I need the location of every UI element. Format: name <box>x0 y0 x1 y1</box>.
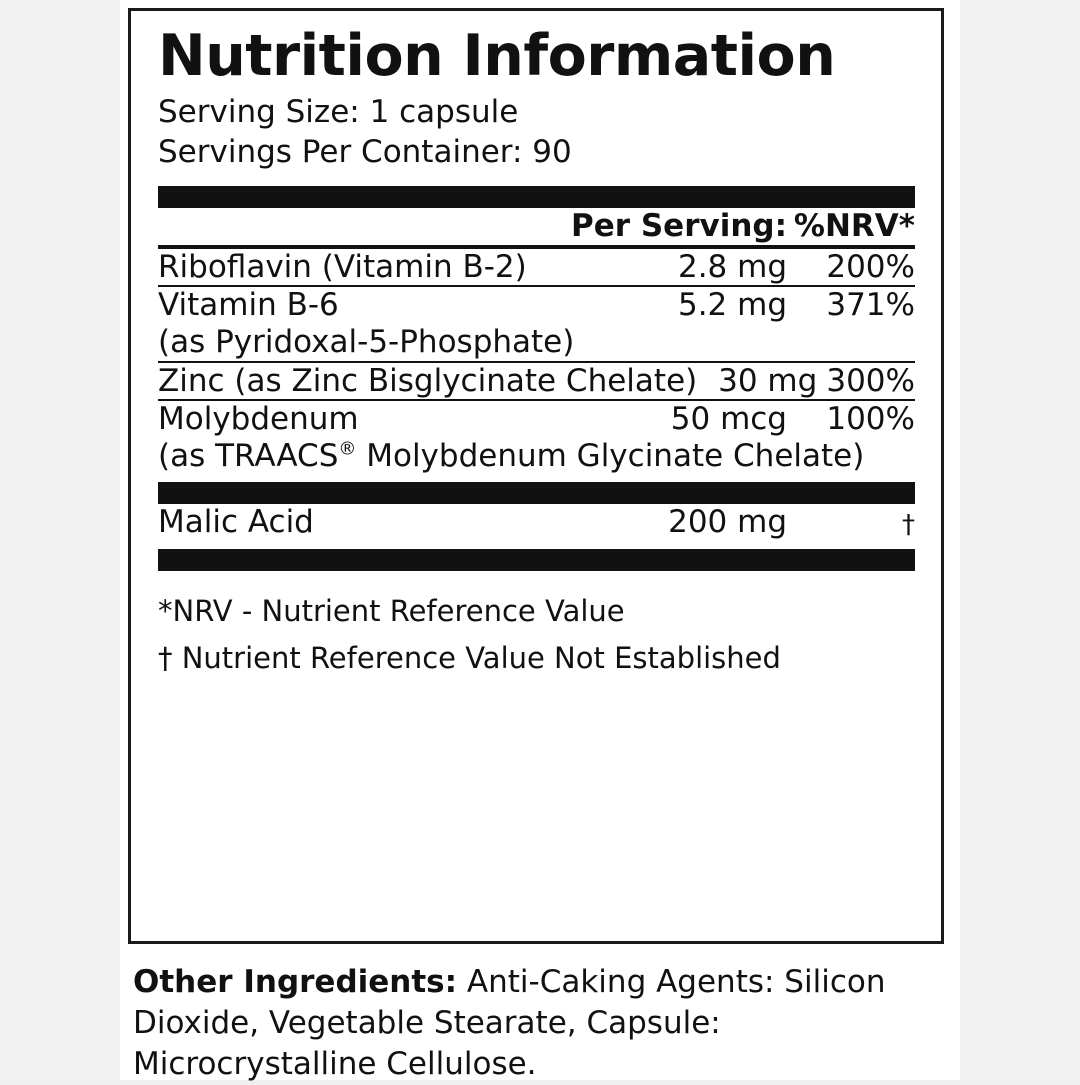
nutrient-name: Vitamin B-6 <box>158 287 339 324</box>
nutrient-amount: 30 mg <box>718 362 818 399</box>
nutrient-rows <box>158 401 915 474</box>
panel-content <box>158 23 915 679</box>
bottom-divider-bar <box>158 549 915 571</box>
footnotes <box>158 571 915 679</box>
nutrient-name: Riboflavin (Vitamin B-2) <box>158 248 527 285</box>
header-nrv: %NRV* <box>793 208 915 245</box>
nutrient-rows <box>158 249 915 286</box>
table-row-subtext <box>158 438 915 475</box>
table-row <box>158 249 915 286</box>
nutrient-nrv: 200% <box>826 248 915 285</box>
nutrient-source: (as TRAACS® Molybdenum Glycinate Chelate) <box>158 437 865 474</box>
table-header-row <box>158 208 915 245</box>
serving-size-text: Serving Size: 1 capsule <box>158 93 519 130</box>
table-row <box>158 401 915 438</box>
footnote-dagger: † Nutrient Reference Value Not Established <box>158 640 781 675</box>
nutrient-name: Zinc (as Zinc Bisglycinate Chelate) <box>158 362 698 399</box>
nutrient-amount: 50 mcg <box>670 401 787 438</box>
nutrient-nrv: 371% <box>826 287 915 324</box>
nutrient-name: Malic Acid <box>158 504 314 541</box>
other-ingredients-text: Anti-Caking Agents: Silicon Dioxide, Vegetable Stearate, Capsule: Microcrystalline Cellulose. <box>133 964 886 1082</box>
footnote-nrv: *NRV - Nutrient Reference Value <box>158 593 625 628</box>
nutrition-information-panel <box>128 8 944 944</box>
header-name <box>158 208 571 245</box>
nutrient-amount: 200 mg <box>668 504 787 541</box>
nutrient-nrv: † <box>902 510 915 541</box>
nutrient-amount: 2.8 mg <box>677 248 787 285</box>
servings-per-container-text: Servings Per Container: 90 <box>158 133 572 170</box>
panel-title: Nutrition Information <box>158 23 836 89</box>
other-nutrient-rows <box>158 504 915 541</box>
nutrient-rows <box>158 363 915 400</box>
nutrient-source: (as Pyridoxal-5-Phosphate) <box>158 323 575 360</box>
nutrient-name: Molybdenum <box>158 401 359 438</box>
other-ingredients <box>133 962 953 1085</box>
table-row <box>158 287 915 324</box>
top-divider-bar <box>158 186 915 208</box>
other-ingredients-heading: Other Ingredients: <box>133 964 458 1000</box>
nutrient-table <box>158 208 915 245</box>
header-per-serving: Per Serving: <box>571 208 787 245</box>
nutrient-rows <box>158 287 915 360</box>
nutrient-nrv: 300% <box>826 362 915 399</box>
table-row <box>158 363 915 400</box>
table-row-subtext <box>158 324 915 361</box>
nutrient-nrv: 100% <box>826 401 915 438</box>
mid-divider-bar <box>158 482 915 504</box>
table-row <box>158 504 915 541</box>
nutrient-amount: 5.2 mg <box>677 287 787 324</box>
